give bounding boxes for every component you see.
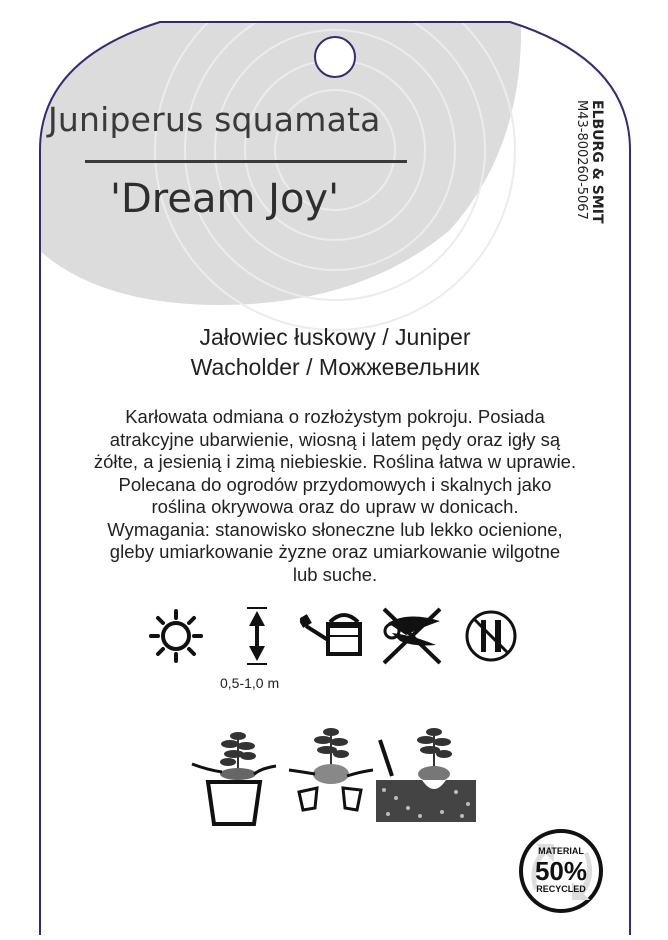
common-name-line: Jałowiec łuskowy / Juniper bbox=[199, 324, 471, 350]
recycle-line3: RECYCLED bbox=[536, 884, 586, 894]
description-line: żółte, a jesienią i zimą niebieskie. Roślina łatwa w uprawie. bbox=[93, 451, 577, 472]
description bbox=[60, 406, 610, 586]
recycled-material-icon bbox=[518, 828, 604, 914]
watering-can-icon bbox=[300, 612, 368, 658]
height-arrow-icon bbox=[245, 606, 269, 666]
title-divider bbox=[85, 160, 407, 163]
description-line: lub suche. bbox=[292, 563, 378, 585]
product-code: M43-800260-5067 bbox=[574, 100, 589, 220]
hanger-hole bbox=[315, 37, 355, 77]
description-line: Polecana do ogrodów przydomowych i skalnych jako bbox=[118, 473, 552, 495]
description-line: roślina okrywowa oraz do upraw w donicach. bbox=[151, 496, 519, 517]
sun-icon bbox=[148, 608, 204, 664]
planting-step1-icon bbox=[188, 720, 280, 828]
recycle-line2: 50% bbox=[534, 856, 588, 886]
common-name-line: Wacholder / Можжевельник bbox=[190, 354, 480, 380]
height-value: 0,5-1,0 m bbox=[220, 675, 280, 691]
brand-block bbox=[565, 100, 605, 240]
description-line: Karłowata odmiana o rozłożystym pokroju. Posiada bbox=[125, 406, 545, 427]
planting-step2-icon bbox=[285, 718, 375, 814]
common-names bbox=[100, 322, 570, 382]
brand-name: ELBURG & SMIT bbox=[589, 100, 605, 224]
header-shape bbox=[20, 0, 521, 330]
latin-name: Juniperus squamata bbox=[48, 100, 381, 139]
cultivar-name: 'Dream Joy' bbox=[110, 176, 340, 222]
description-line: gleby umiarkowanie żyzne oraz umiarkowanie wilgotne bbox=[109, 541, 561, 562]
planting-step3-icon bbox=[372, 718, 480, 826]
description-line: atrakcyjne ubarwienie, wiosną i latem pędy oraz igły są bbox=[109, 428, 561, 450]
recycle-line1: MATERIAL bbox=[538, 846, 584, 856]
description-line: Wymagania: stanowisko słoneczne lub lekko ocienione, bbox=[107, 518, 563, 540]
not-edible-icon bbox=[463, 608, 519, 664]
no-pruning-icon bbox=[378, 605, 448, 667]
